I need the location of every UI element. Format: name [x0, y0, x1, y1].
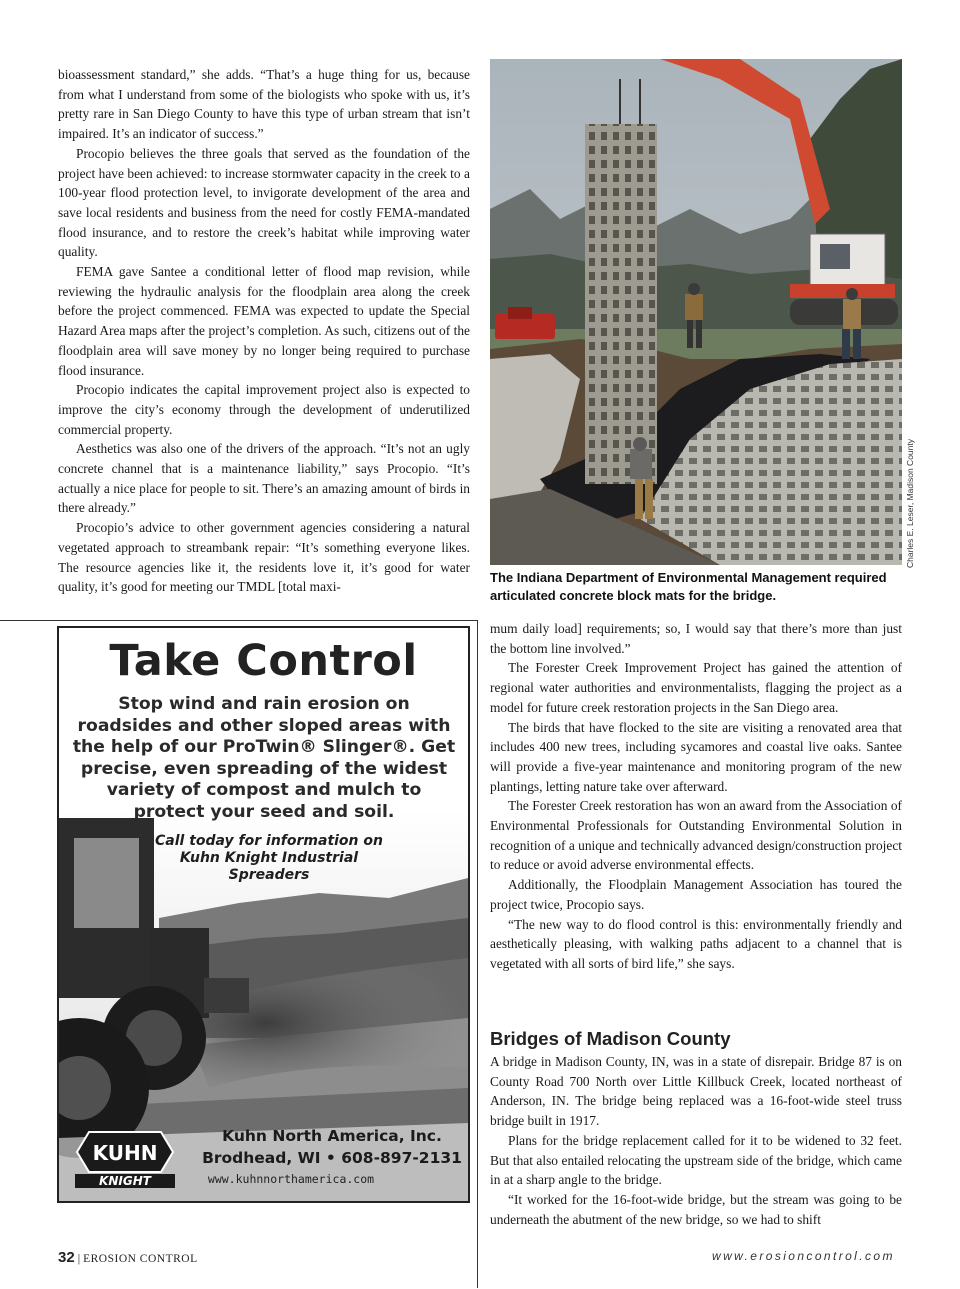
- paragraph: FEMA gave Santee a conditional letter of flood map revision, while reviewing the hydraulic analysis for the floodplain area along the creek before the project commenced. FEMA was expected to update the Special Hazard Area maps after the project’s completion. As such, citizens out of the floodplain area will save money by no longer being required to purchase flood insurance.: [58, 264, 470, 378]
- right-column-text: [490, 619, 902, 974]
- photo-credit: Charles E. Leser, Madison County: [905, 439, 915, 568]
- footer-separator: |: [77, 1251, 81, 1265]
- left-column-text: [58, 65, 470, 597]
- ad-company-info: [197, 1125, 467, 1169]
- section-heading: Bridges of Madison County: [490, 1028, 731, 1049]
- paragraph: The Forester Creek Improvement Project has gained the attention of regional water authorities and environmentalists, flagging the project as a model for future creek restoration projects in the San Diego area.: [490, 660, 902, 715]
- magazine-name: EROSION CONTROL: [83, 1253, 198, 1265]
- divider-vertical: [477, 620, 478, 1288]
- footer-website-link[interactable]: www.erosioncontrol.com: [712, 1249, 895, 1263]
- kuhn-knight-logo: [69, 1128, 181, 1190]
- paragraph: Procopio believes the three goals that served as the foundation of the project have been achieved: to increase stormwater capacity in the creek to a 100-year flood protection level, to invigorate development of the area and save local residents and business from the need for costly FEMA-mandated flood insurance, and to restore the creek’s habitat while improving water quality.: [58, 145, 470, 260]
- paragraph: Plans for the bridge replacement called for it to be widened to 32 feet. But that also entailed relocating the upstream side of the bridge, which came in at a sharp angle to the bridge.: [490, 1132, 902, 1188]
- page-number: 32: [58, 1249, 75, 1266]
- logo-top-text: KUHN: [92, 1141, 158, 1165]
- bridge-construction-photo: [490, 59, 902, 565]
- paragraph: Procopio’s advice to other government agencies considering a natural vegetated approach to streambank repair: “It’s something everyone likes. The resource agencies like it, the residents love it, it’s good for water quality, it’s good for meeting our TMDL [total maxi-: [58, 520, 470, 595]
- ad-body-text: Stop wind and rain erosion on roadsides and other sloped areas with the help of our ProTwin® Slinger®. Get precise, even spreading of the widest variety of compost and mulch to protect your seed and soil.: [72, 694, 456, 822]
- divider-horizontal: [0, 620, 478, 621]
- section-text: [490, 1052, 902, 1229]
- paragraph: “The new way to do flood control is this: environmentally friendly and aesthetically pleasing, with walking paths adjacent to a channel that is vegetated with all sorts of bird life,” she says.: [490, 916, 902, 971]
- paragraph: Aesthetics was also one of the drivers of the approach. “It’s not an ugly concrete channel that is a maintenance liability,” says Procopio. “It’s actually a nice place for people to sit. There’s an amazing amount of birds in there already.”: [58, 441, 470, 516]
- paragraph: Procopio indicates the capital improvement project also is expected to improve the city’s economy through the development of underutilized commercial property.: [58, 382, 470, 437]
- ad-company-address: Brodhead, WI • 608-897-2131: [202, 1149, 462, 1167]
- footer-page-info: [58, 1249, 198, 1266]
- paragraph: The Forester Creek restoration has won an award from the Association of Environmental Professionals for Outstanding Environmental Solution in recognition of a unique and technically advanced design/construction project to reduce or avoid adverse environmental effects.: [490, 798, 902, 873]
- ad-website-link[interactable]: www.kuhnnorthamerica.com: [207, 1172, 375, 1186]
- paragraph: Additionally, the Floodplain Management Association has toured the project twice, Procopio says.: [490, 877, 902, 912]
- paragraph: “It worked for the 16-foot-wide bridge, but the stream was going to be underneath the abutment of the new bridge, so we had to shift: [490, 1191, 902, 1227]
- ad-call-to-action: Call today for information on Kuhn Knight Industrial Spreaders: [155, 833, 383, 883]
- logo-bottom-text: KNIGHT: [99, 1174, 151, 1188]
- photo-caption: The Indiana Department of Environmental Management required articulated concrete block mats for the bridge.: [490, 570, 887, 603]
- paragraph: mum daily load] requirements; so, I would say that there’s more than just the bottom line involved.”: [490, 621, 902, 656]
- kuhn-advertisement: [57, 626, 470, 1203]
- ad-company-name: Kuhn North America, Inc.: [222, 1127, 442, 1145]
- paragraph: A bridge in Madison County, IN, was in a state of disrepair. Bridge 87 is on County Road 700 North over Little Killbuck Creek, located northeast of Anderson, IN. The bridge being replaced was a 16-foot-wide steel truss bridge built in 1917.: [490, 1054, 902, 1129]
- ad-title: Take Control: [109, 636, 418, 686]
- paragraph: bioassessment standard,” she adds. “That’s a huge thing for us, because from what I understand from some of the biologists who spoke with us, it’s pretty rare in San Diego County to have this type of urban stream that isn’t impaired. It’s an indicator of success.”: [58, 67, 470, 142]
- paragraph: The birds that have flocked to the site are visiting a renovated area that includes 400 new trees, including sycamores and coastal live oaks. Santee will provide a five-year maintenance and monitoring program of the new plantings, letting nature take over afterward.: [490, 719, 902, 794]
